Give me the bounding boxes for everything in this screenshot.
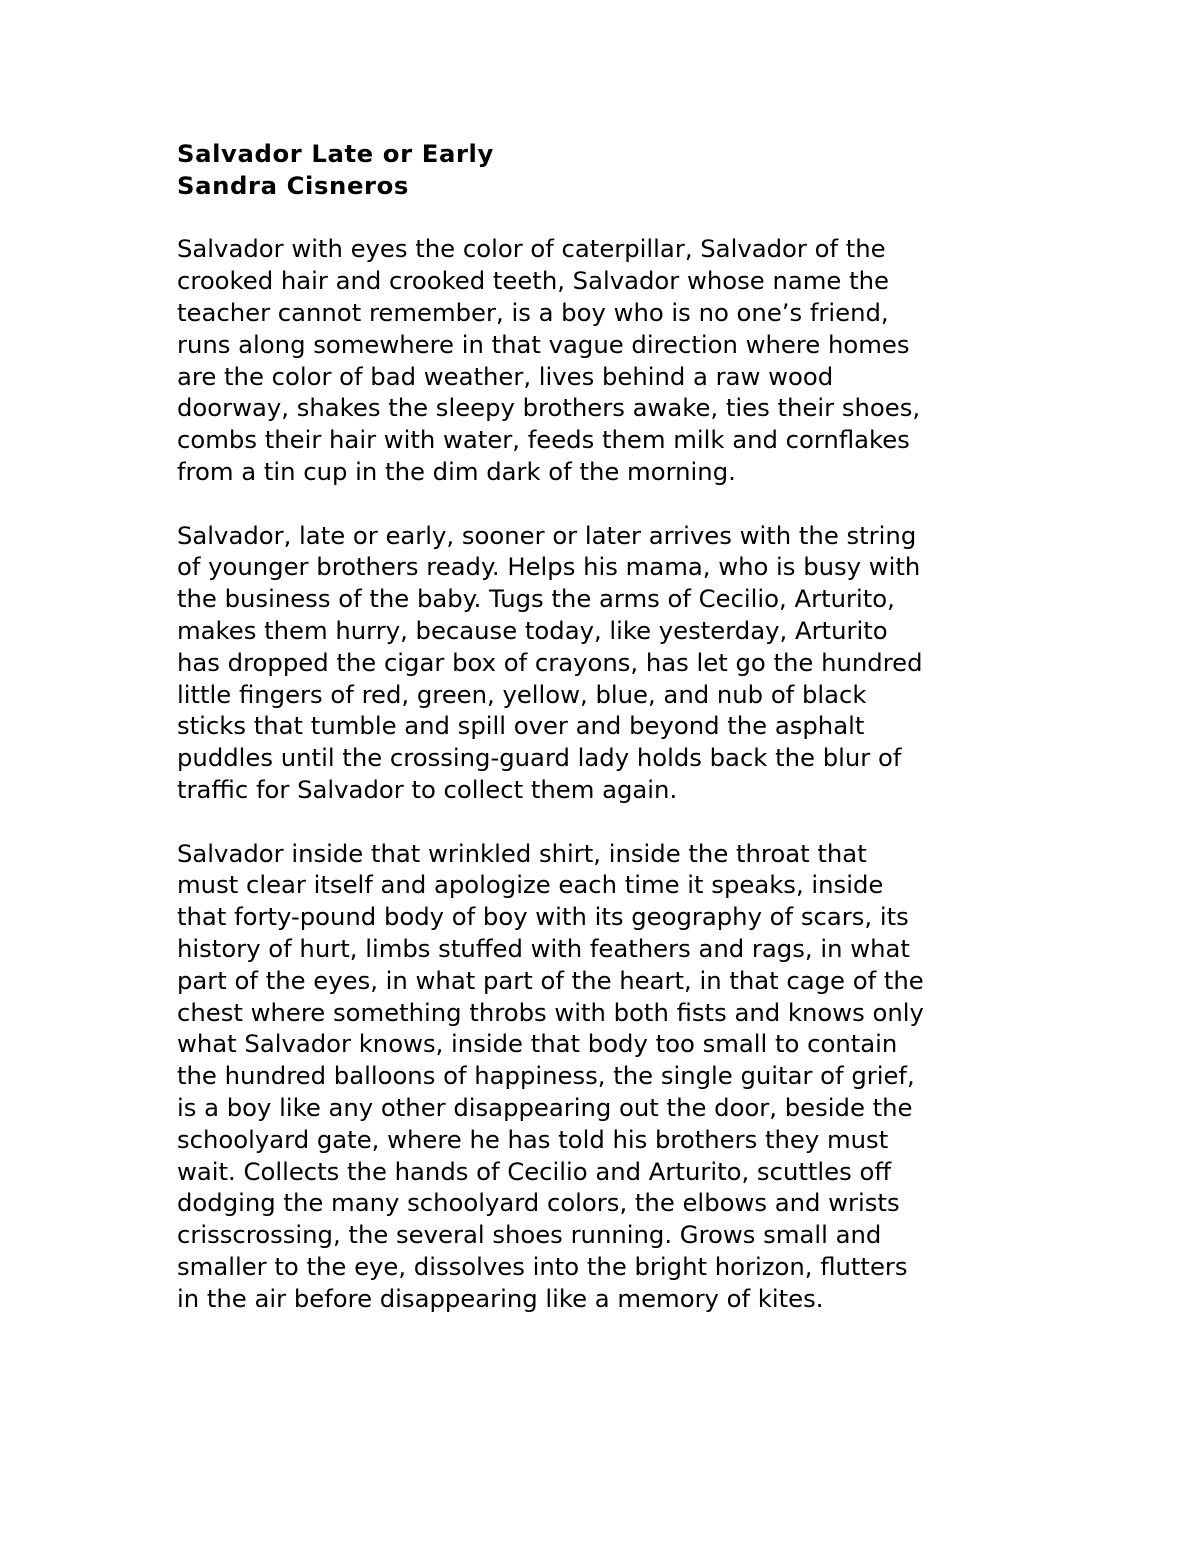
paragraph-line: the hundred balloons of happiness, the single guitar of grief, <box>177 1061 915 1091</box>
paragraph-line: runs along somewhere in that vague direction where homes <box>177 329 910 359</box>
paragraph-line: little fingers of red, green, yellow, blue, and nub of black <box>177 679 867 709</box>
paragraph-line: that forty-pound body of boy with its geography of scars, its <box>177 902 909 932</box>
body-paragraph <box>177 520 1037 806</box>
paragraph-line: is a boy like any other disappearing out the door, beside the <box>177 1092 913 1122</box>
paragraph-line: Salvador, late or early, sooner or later arrives with the string <box>177 520 917 550</box>
paragraph-line: must clear itself and apologize each time it speaks, inside <box>177 870 884 900</box>
document-body <box>177 233 1037 1314</box>
paragraph-line: traffic for Salvador to collect them again. <box>177 774 678 804</box>
paragraph-line: has dropped the cigar box of crayons, has let go the hundred <box>177 647 923 677</box>
paragraph-line: schoolyard gate, where he has told his brothers they must <box>177 1124 889 1154</box>
paragraph-line: chest where something throbs with both fists and knows only <box>177 997 924 1027</box>
paragraph-line: combs their hair with water, feeds them milk and cornflakes <box>177 425 910 455</box>
paragraph-line: part of the eyes, in what part of the heart, in that cage of the <box>177 965 924 995</box>
document-page <box>177 138 1037 1314</box>
paragraph-line: doorway, shakes the sleepy brothers awake, ties their shoes, <box>177 393 921 423</box>
paragraph-line: crooked hair and crooked teeth, Salvador whose name the <box>177 266 889 296</box>
paragraph-line: teacher cannot remember, is a boy who is no one’s friend, <box>177 297 889 327</box>
paragraph-line: what Salvador knows, inside that body too small to contain <box>177 1029 898 1059</box>
paragraph-line: Salvador inside that wrinkled shirt, inside the throat that <box>177 838 867 868</box>
paragraph-line: history of hurt, limbs stuffed with feathers and rags, in what <box>177 933 910 963</box>
body-paragraph <box>177 233 1037 487</box>
document-title: Salvador Late or Early <box>177 139 494 168</box>
paragraph-line: from a tin cup in the dim dark of the morning. <box>177 456 736 486</box>
paragraph-line: dodging the many schoolyard colors, the elbows and wrists <box>177 1188 900 1218</box>
paragraph-line: in the air before disappearing like a memory of kites. <box>177 1283 824 1313</box>
body-paragraph <box>177 838 1037 1315</box>
paragraph-line: wait. Collects the hands of Cecilio and Arturito, scuttles off <box>177 1156 892 1186</box>
paragraph-line: the business of the baby. Tugs the arms of Cecilio, Arturito, <box>177 584 895 614</box>
paragraph-line: sticks that tumble and spill over and beyond the asphalt <box>177 711 865 741</box>
paragraph-line: makes them hurry, because today, like yesterday, Arturito <box>177 615 888 645</box>
document-author: Sandra Cisneros <box>177 170 409 200</box>
paragraph-line: crisscrossing, the several shoes running. Grows small and <box>177 1220 882 1250</box>
paragraph-line: puddles until the crossing-guard lady holds back the blur of <box>177 743 902 773</box>
paragraph-line: of younger brothers ready. Helps his mama, who is busy with <box>177 552 921 582</box>
paragraph-line: smaller to the eye, dissolves into the bright horizon, flutters <box>177 1251 908 1281</box>
paragraph-line: Salvador with eyes the color of caterpillar, Salvador of the <box>177 234 886 264</box>
paragraph-line: are the color of bad weather, lives behind a raw wood <box>177 361 834 391</box>
